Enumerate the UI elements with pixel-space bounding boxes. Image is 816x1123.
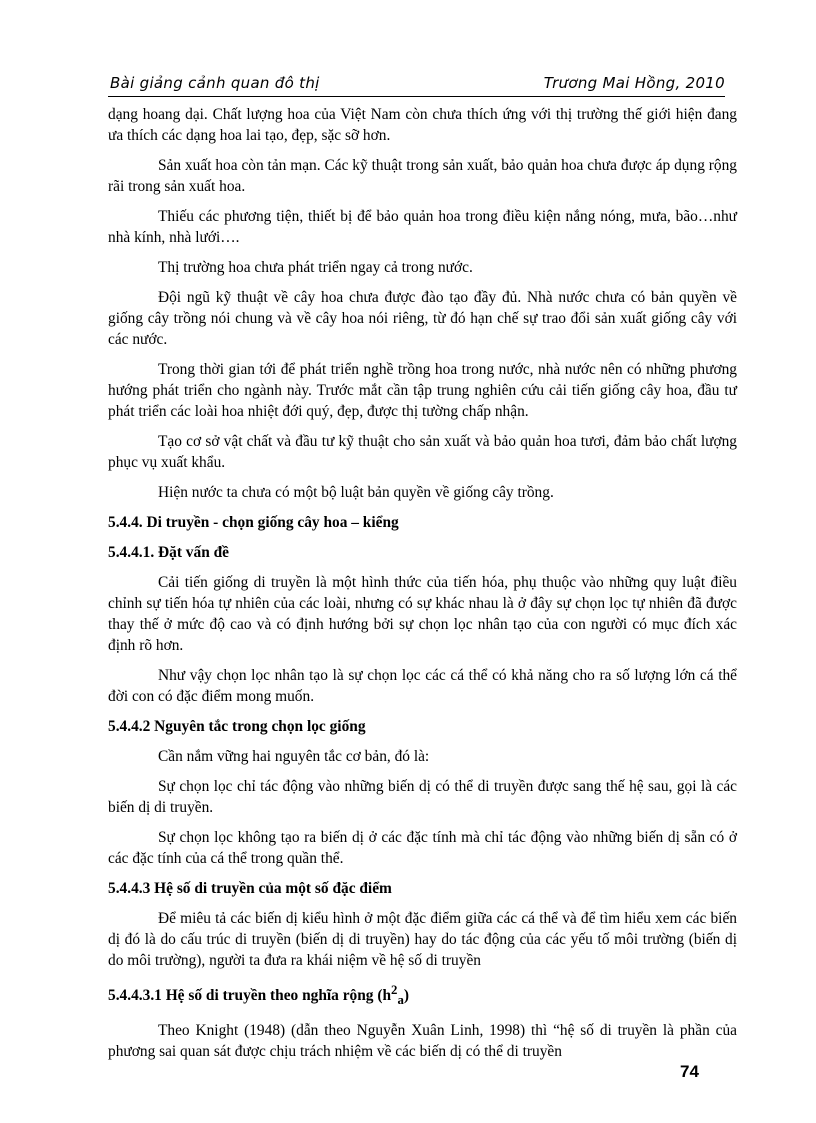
paragraph: Cải tiến giống di truyền là một hình thức của tiến hóa, phụ thuộc vào những quy luật điều chỉnh sự tiến hóa tự nhiên của các loài, nhưng có sự khác nhau là ở đây sự chọn lọc tự nhiên đã được thay thế ở mức độ cao và có định hướng bởi sự chọn lọc nhân tạo của con người có mục đích xác định rõ hơn. xyxy=(108,574,737,654)
paragraph: Theo Knight (1948) (dẫn theo Nguyễn Xuân Linh, 1998) thì “hệ số di truyền là phần của phương sai quan sát được chịu trách nhiệm về các biến dị có thể di truyền xyxy=(108,1022,737,1061)
paragraph: dạng hoang dại. Chất lượng hoa của Việt Nam còn chưa thích ứng với thị trường thế giới hiện đang ưa thích các dạng hoa lai tạo, đẹp, sặc sỡ hơn. xyxy=(108,106,737,144)
heading-text: 5.4.4.3.1 Hệ số di truyền theo nghĩa rộng (h xyxy=(108,987,392,1005)
page-header xyxy=(108,74,725,97)
page-number: 74 xyxy=(680,1062,699,1081)
section-heading: 5.4.4.1. Đặt vấn đề xyxy=(108,544,229,561)
paragraph: Cần nắm vững hai nguyên tắc cơ bản, đó là: xyxy=(158,748,430,765)
page-body xyxy=(108,104,737,1071)
paragraph: Hiện nước ta chưa có một bộ luật bản quyền về giống cây trồng. xyxy=(158,484,554,501)
section-heading: 5.4.4.2 Nguyên tắc trong chọn lọc giống xyxy=(108,718,366,735)
section-heading: 5.4.4. Di truyền - chọn giống cây hoa – kiểng xyxy=(108,514,399,531)
paragraph: Sự chọn lọc chỉ tác động vào những biến dị có thể di truyền được sang thế hệ sau, gọi là các biến dị di truyền. xyxy=(108,778,737,816)
header-author: Trương Mai Hồng, 2010 xyxy=(543,74,725,92)
paragraph: Như vậy chọn lọc nhân tạo là sự chọn lọc các cá thể có khả năng cho ra số lượng lớn cá thể đời con có đặc điểm mong muốn. xyxy=(108,667,737,705)
paragraph: Đội ngũ kỹ thuật về cây hoa chưa được đào tạo đầy đủ. Nhà nước chưa có bản quyền về giống cây trồng nói chung và về cây hoa nói riêng, từ đó hạn chế sự trao đổi sản xuất giống cây với các nước. xyxy=(108,289,737,348)
section-heading: 5.4.4.3 Hệ số di truyền của một số đặc điểm xyxy=(108,880,392,897)
paragraph: Thị trường hoa chưa phát triển ngay cả trong nước. xyxy=(158,259,473,276)
paragraph: Để miêu tả các biến dị kiểu hình ở một đặc điểm giữa các cá thể và để tìm hiểu xem các biến dị đó là do cấu trúc di truyền (biến dị di truyền) hay do tác động của các yếu tố môi trường (biến dị do môi trường), người ta đưa ra khái niệm về hệ số di truyền xyxy=(108,910,737,969)
paragraph: Trong thời gian tới để phát triển nghề trồng hoa trong nước, nhà nước nên có những phương hướng phát triển cho ngành này. Trước mắt cần tập trung nghiên cứu cải tiến giống cây hoa, đầu tư phát triển các loài hoa nhiệt đới quý, đẹp, được thị tường chấp nhận. xyxy=(108,361,737,420)
paragraph: Sự chọn lọc không tạo ra biến dị ở các đặc tính mà chỉ tác động vào những biến dị sẵn có ở các đặc tính của cá thể trong quần thể. xyxy=(108,829,737,867)
subscript: a xyxy=(397,993,404,1008)
section-heading xyxy=(108,980,737,1011)
paragraph: Tạo cơ sở vật chất và đầu tư kỹ thuật cho sản xuất và bảo quản hoa tươi, đảm bảo chất lượng phục vụ xuất khẩu. xyxy=(108,433,737,471)
paragraph: Thiếu các phương tiện, thiết bị để bảo quản hoa trong điều kiện nắng nóng, mưa, bão…như nhà kính, nhà lưới…. xyxy=(108,208,737,246)
header-title: Bài giảng cảnh quan đô thị xyxy=(110,74,320,92)
paragraph: Sản xuất hoa còn tản mạn. Các kỹ thuật trong sản xuất, bảo quản hoa chưa được áp dụng rộng rãi trong sản xuất hoa. xyxy=(108,157,737,195)
heading-close: ) xyxy=(403,987,410,1005)
superscript: 2 xyxy=(391,983,398,997)
